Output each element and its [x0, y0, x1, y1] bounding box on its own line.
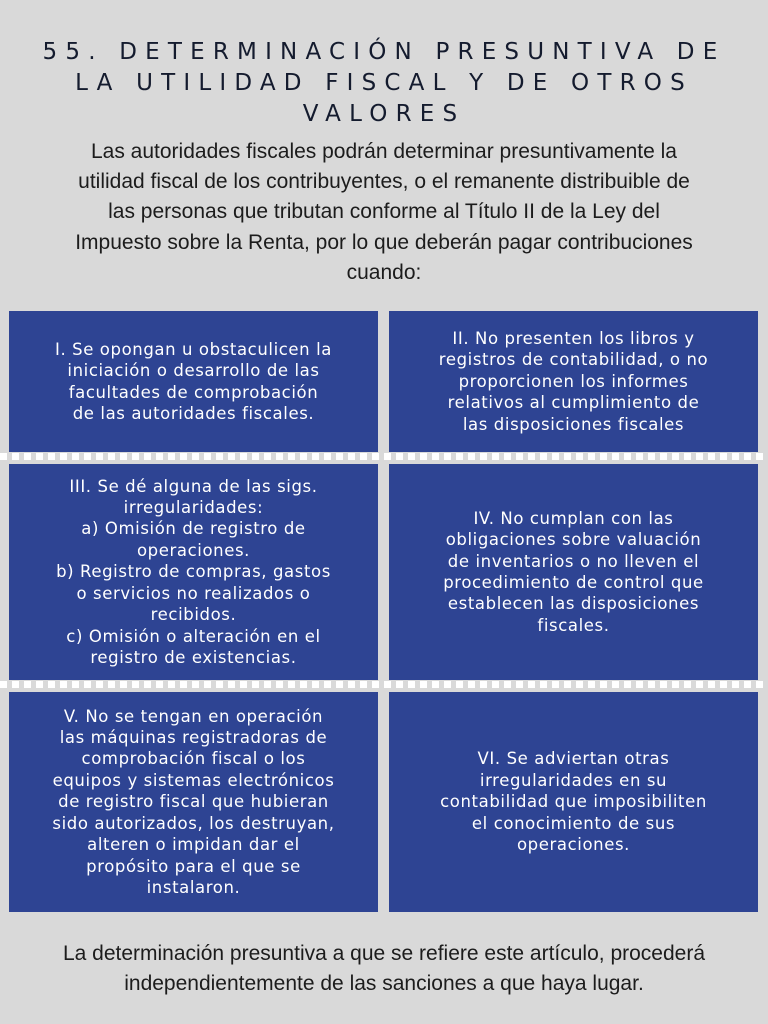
- case-text: [439, 328, 708, 435]
- case-line: comprobación fiscal o los: [81, 749, 306, 769]
- case-line: b) Registro de compras, gastos: [56, 562, 331, 582]
- case-line: sido autorizados, los destruyan,: [52, 813, 335, 833]
- cases-grid: [9, 311, 758, 912]
- case-box-i: [9, 311, 378, 452]
- case-text: [55, 339, 332, 425]
- intro-line: cuando:: [346, 260, 422, 284]
- case-line: III. Se dé alguna de las sigs.: [69, 476, 318, 496]
- case-line: registros de contabilidad, o no: [438, 350, 709, 370]
- case-text: [440, 748, 707, 855]
- case-line: recibidos.: [150, 605, 237, 625]
- case-box-iii: [9, 464, 378, 680]
- case-text: [56, 476, 331, 669]
- case-line: las disposiciones fiscales: [462, 414, 685, 434]
- title-line: VALORES: [302, 101, 466, 128]
- case-line: I. Se opongan u obstaculicen la: [54, 339, 332, 359]
- case-line: a) Omisión de registro de: [81, 519, 306, 539]
- case-line: de las autoridades fiscales.: [72, 403, 315, 423]
- case-line: de registro fiscal que hubieran: [58, 792, 329, 812]
- case-line: VI. Se adviertan otras: [477, 749, 670, 769]
- case-line: irregularidades:: [123, 498, 264, 518]
- intro-line: Impuesto sobre la Renta, por lo que deberán pagar contribuciones: [75, 230, 693, 254]
- case-line: instalaron.: [146, 877, 241, 897]
- case-line: II. No presenten los libros y: [452, 328, 695, 348]
- case-box-ii: [389, 311, 758, 452]
- case-box-iv: [389, 464, 758, 680]
- case-line: propósito para el que se: [86, 856, 301, 876]
- case-line: irregularidades en su: [479, 770, 668, 790]
- case-text: [443, 508, 704, 636]
- case-line: IV. No cumplan con las: [473, 508, 674, 528]
- case-line: obligaciones sobre valuación: [445, 530, 702, 550]
- case-line: proporcionen los informes: [458, 371, 689, 391]
- case-line: V. No se tengan en operación: [63, 706, 324, 726]
- case-line: registro de existencias.: [90, 647, 297, 667]
- closing-line: La determinación presuntiva a que se refiere este artículo, procederá: [62, 942, 706, 965]
- case-line: alteren o impidan dar el: [87, 835, 300, 855]
- case-text: [52, 706, 334, 899]
- intro-line: utilidad fiscal de los contribuyentes, o el remanente distribuible de: [78, 170, 690, 194]
- case-line: facultades de comprobación: [68, 382, 319, 402]
- case-line: operaciones.: [136, 540, 250, 560]
- case-line: relativos al cumplimiento de: [447, 393, 700, 413]
- case-line: de inventarios o no lleven el: [447, 551, 700, 571]
- title-line: 55. DETERMINACIÓN PRESUNTIVA DE: [42, 39, 726, 66]
- case-line: establecen las disposiciones: [447, 594, 700, 614]
- page-title: [0, 37, 768, 130]
- intro-line: Las autoridades fiscales podrán determinar presuntivamente la: [90, 140, 677, 163]
- case-line: operaciones.: [516, 835, 631, 855]
- case-line: contabilidad que imposibiliten: [440, 792, 707, 812]
- intro-line: las personas que tributan conforme al Título II de la Ley del: [108, 200, 660, 224]
- intro-paragraph: [20, 137, 748, 288]
- case-line: iniciación o desarrollo de las: [67, 361, 320, 381]
- case-line: equipos y sistemas electrónicos: [52, 770, 335, 790]
- dotted-divider: [0, 453, 768, 460]
- case-line: procedimiento de control que: [443, 573, 704, 592]
- title-line: LA UTILIDAD FISCAL Y DE OTROS: [75, 70, 693, 97]
- closing-line: independientemente de las sanciones a que haya lugar.: [124, 971, 644, 995]
- case-line: fiscales.: [537, 615, 610, 635]
- dotted-divider: [0, 681, 768, 688]
- case-line: o servicios no realizados o: [76, 583, 311, 603]
- case-line: las máquinas registradoras de: [59, 728, 328, 748]
- case-box-vi: [389, 692, 758, 912]
- closing-paragraph: [0, 939, 768, 998]
- case-line: c) Omisión o alteración en el: [66, 626, 321, 646]
- case-box-v: [9, 692, 378, 912]
- case-line: el conocimiento de sus: [471, 813, 676, 833]
